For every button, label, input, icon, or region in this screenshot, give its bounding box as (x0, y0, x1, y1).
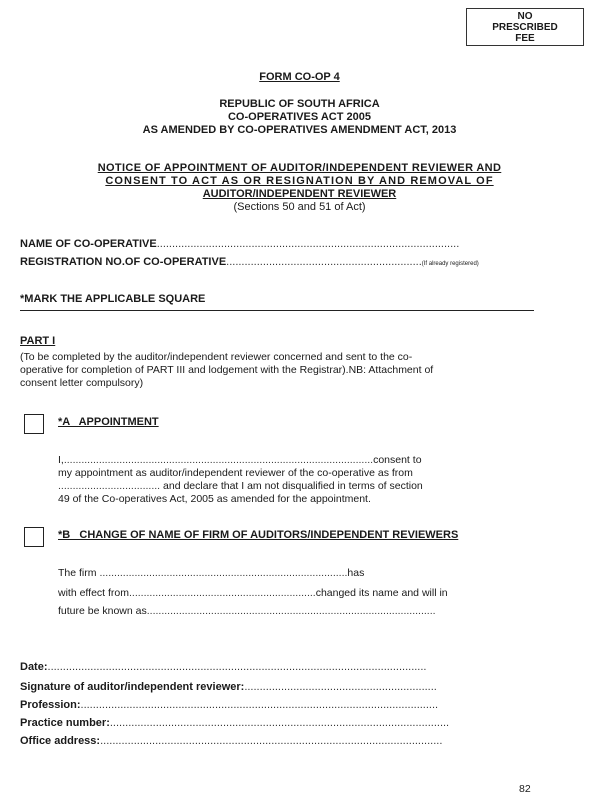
header-line-2: CO-OPERATIVES ACT 2005 (227, 111, 372, 123)
reg-label: REGISTRATION NO.OF CO-OPERATIVE (20, 256, 227, 268)
appointment-line-2: my appointment as auditor/independent reviewer of the co-operative as from (58, 467, 413, 479)
name-label: NAME OF CO-OPERATIVE (20, 238, 157, 250)
notice-sections: (Sections 50 and 51 of Act) (233, 201, 366, 213)
mark-instruction: *MARK THE APPLICABLE SQUARE (20, 293, 206, 305)
office-dots: ................................................................................................................ (100, 735, 443, 747)
fee-box (466, 8, 584, 46)
page-number: 82 (519, 783, 531, 795)
profession-field[interactable] (20, 699, 510, 711)
known-dots: ................................................................................................... (146, 605, 436, 617)
office-label: Office address: (20, 735, 101, 747)
fee-line-3: FEE (515, 33, 535, 44)
change-line-2[interactable] (58, 587, 538, 599)
appointment-line-3[interactable] (58, 480, 423, 492)
change-of-name-label: *B CHANGE OF NAME OF FIRM OF AUDITORS/INDEPENDENT REVIEWERS (58, 529, 459, 541)
name-of-cooperative-field[interactable] (20, 238, 535, 250)
registration-number-field[interactable] (20, 256, 540, 268)
change-line-3[interactable] (58, 605, 518, 617)
appointment-name-dots: .......................................................................................................... (63, 454, 374, 466)
practice-number-field[interactable] (20, 717, 510, 729)
firm-prefix: The firm (58, 567, 97, 579)
appointment-prefix: I, (58, 454, 64, 466)
change-of-name-checkbox[interactable] (24, 527, 44, 547)
firm-dots: ..................................................................................... (99, 567, 348, 579)
change-line-1[interactable] (58, 567, 520, 579)
appointment-line-1[interactable] (58, 454, 536, 466)
fee-line-1: NO (517, 11, 533, 22)
reg-dots: ................................................................ (226, 256, 422, 268)
effect-prefix: with effect from (58, 587, 129, 599)
reg-note: (If already registered) (421, 261, 479, 267)
appointment-label: *A APPOINTMENT (58, 416, 159, 428)
part-desc-3: consent letter compulsory) (20, 377, 144, 389)
signature-label: Signature of auditor/independent reviewer: (20, 681, 245, 693)
date-field[interactable] (20, 661, 516, 673)
profession-dots: ..................................................................................................................... (80, 699, 439, 711)
practice-label: Practice number: (20, 717, 110, 729)
appointment-suffix: consent to (373, 454, 422, 466)
part-desc-1: (To be completed by the auditor/independent reviewer concerned and sent to the co- (20, 351, 413, 363)
part-title: PART I (20, 335, 56, 347)
part-desc-2: operative for completion of PART III and lodgement with the Registrar).NB: Attachment of (20, 364, 434, 376)
name-dots: ................................................................................................... (156, 238, 460, 250)
appointment-date-dots: ................................... (58, 480, 161, 492)
effect-suffix: changed its name and will in (315, 587, 448, 599)
signature-dots: ............................................................... (244, 681, 437, 693)
notice-line-1: NOTICE OF APPOINTMENT OF AUDITOR/INDEPENDENT REVIEWER AND (97, 162, 502, 174)
notice-line-2: CONSENT TO ACT AS OR RESIGNATION BY AND REMOVAL OF (105, 175, 494, 187)
header-line-3: AS AMENDED BY CO-OPERATIVES AMENDMENT ACT, 2013 (142, 124, 457, 136)
office-address-field[interactable] (20, 735, 510, 747)
date-dots: ............................................................................................................................ (47, 661, 427, 673)
divider (20, 310, 534, 311)
form-number: FORM CO-OP 4 (259, 71, 340, 83)
appointment-line-4: 49 of the Co-operatives Act, 2005 as amended for the appointment. (58, 493, 371, 505)
header-line-1: REPUBLIC OF SOUTH AFRICA (219, 98, 380, 110)
effect-dots: ................................................................ (129, 587, 316, 599)
appointment-checkbox[interactable] (24, 414, 44, 434)
notice-line-3: AUDITOR/INDEPENDENT REVIEWER (202, 188, 397, 200)
profession-label: Profession: (20, 699, 81, 711)
signature-field[interactable] (20, 681, 510, 693)
fee-line-2: PRESCRIBED (492, 22, 558, 33)
appointment-declare: and declare that I am not disqualified in terms of section (163, 480, 423, 492)
date-label: Date: (20, 661, 48, 673)
known-prefix: future be known as (58, 605, 147, 617)
practice-dots: ............................................................................................................... (109, 717, 450, 729)
firm-suffix: has (347, 567, 365, 579)
